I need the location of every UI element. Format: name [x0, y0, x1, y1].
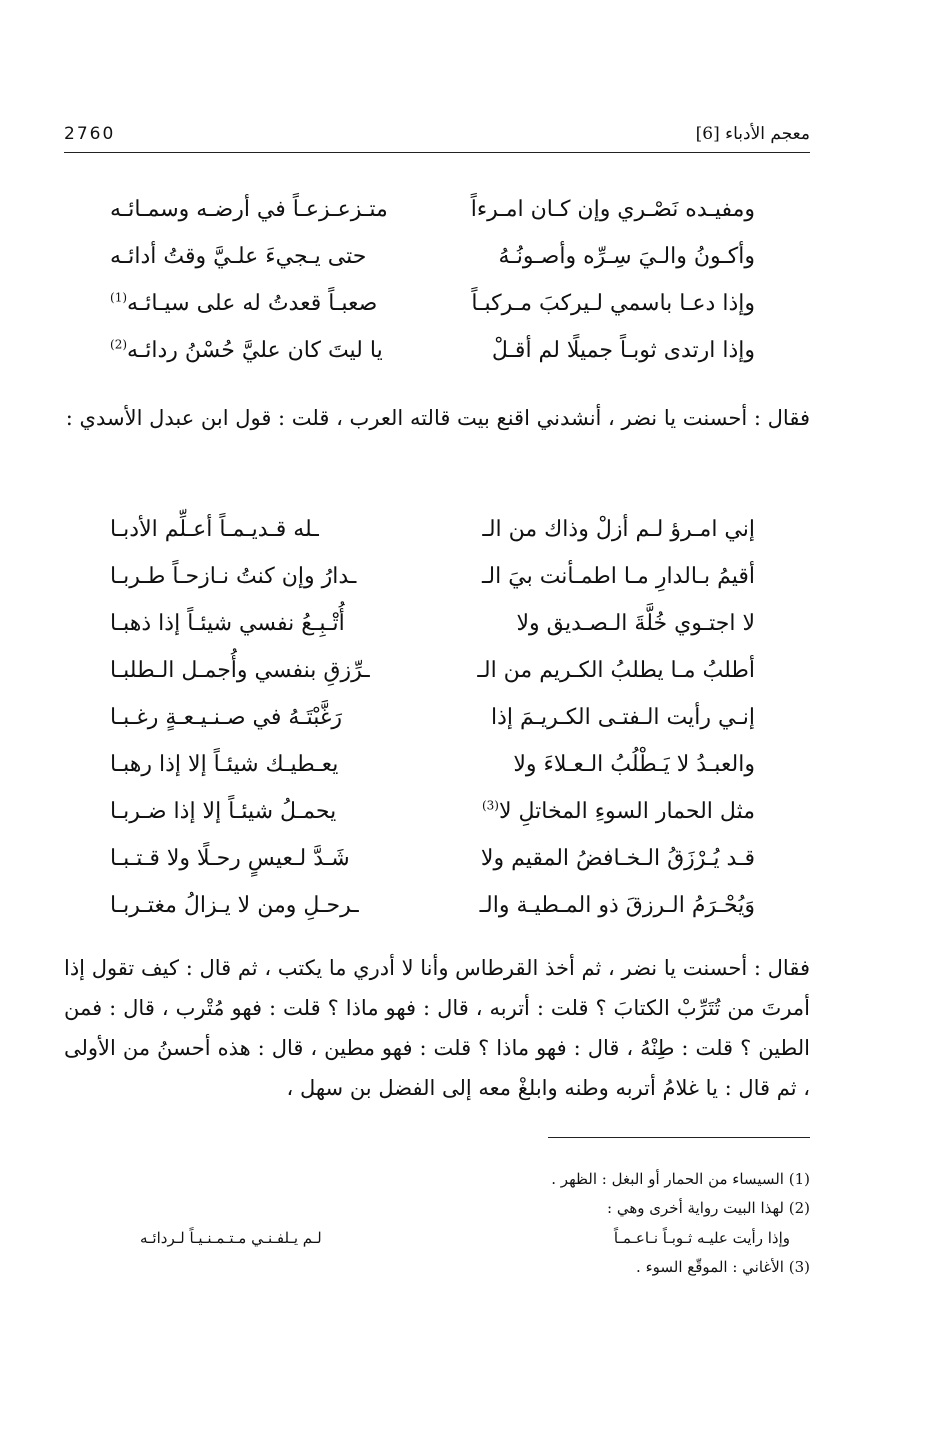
- verse: [110, 506, 755, 553]
- verse-second-hemistich: شَـدَّ لـعيسٍ رحـلًا ولا قـتـبـا: [110, 846, 350, 871]
- paragraph-text: فقال : أحسنت يا نضر ، ثم أخذ القرطاس وأنا لا أدري ما يكتب ، ثم قال : كيف تقول إذا أمرتَ من تُتَرِّبْ الكتابَ ؟ قلت : أتربه ، قال : فهو ماذا ؟ قلت : فهو مُتْرب ، قال : فمن الطين ؟ قلت : طِنْهُ ، قال : فهو ماذا ؟ قلت : فهو مطين ، قال : هذه أحسنُ من الأولى ، ثم قال : يا غلامُ أتربه وطنه وابلغْ معه إلى الفضل بن سهل ،: [64, 956, 810, 1100]
- verse: [110, 882, 755, 929]
- verse: [110, 835, 755, 882]
- footnotes: [140, 1165, 810, 1282]
- verse-second-hemistich: [110, 280, 377, 327]
- hemistich-text: مثل الحمار السوءِ المخاتلِ لا: [498, 799, 755, 824]
- verse: [110, 327, 755, 374]
- verse-first-hemistich: [482, 788, 755, 835]
- verse: [110, 600, 755, 647]
- verse-first-hemistich: إني امـرؤ لـم أزلْ وذاك من الـ: [482, 517, 755, 542]
- verse-first-hemistich: لا اجتـوي خُلَّةَ الـصـديق ولا: [516, 611, 755, 636]
- verse-second-hemistich: متـزعـزعـاً في أرضـه وسمـائـه: [110, 197, 388, 222]
- hemistich-text: يا ليتَ كان عليَّ حُسْنُ ردائـه: [127, 338, 383, 363]
- verse: [110, 233, 755, 280]
- paragraph-text: فقال : أحسنت يا نضر ، أنشدني اقنع بيت قالته العرب ، قلت : قول ابن عبدل الأسدي :: [65, 406, 810, 430]
- page-number: 2760: [64, 124, 116, 144]
- verse-second-hemistich: ـله قـديـمـاً أعـلِّم الأدبـا: [110, 517, 319, 542]
- verse-first-hemistich: قـد يُـرْزَقُ الـخـافضُ المقيم ولا: [480, 846, 755, 871]
- verse-first-hemistich: أطلبُ مـا يطلبُ الكـريم من الـ: [477, 658, 755, 683]
- verse-first-hemistich: وَيُحْـرَمُ الـرزقَ ذو المـطيـة والـ: [479, 893, 755, 918]
- verse: [110, 788, 755, 835]
- verse: [110, 647, 755, 694]
- footnote-rule: [548, 1137, 810, 1138]
- verse-first-hemistich: وإذا ارتدى ثوبـاً جميلًا لم أقـلْ: [491, 338, 755, 363]
- footnote-2-verse: [140, 1223, 790, 1253]
- verse-first-hemistich: وإذا رأيت عليـه ثـوبـاً نـاعـمـاً: [613, 1229, 790, 1247]
- verse-second-hemistich: أُتْـبِـعُ نفسي شيئـاً إذا ذهبـا: [110, 611, 345, 636]
- footnote-2: (2) لهذا البيت رواية أخرى وهي :: [607, 1199, 810, 1217]
- verse-second-hemistich: رَغَّبْتَـهُ في صـنـيـعـةٍ رغـبـا: [110, 705, 342, 730]
- verse-second-hemistich: لـم يـلفـنـي مـتـمـنـيـاً لـردائـه: [140, 1229, 322, 1247]
- verse-first-hemistich: ومفيـده نَصْـري وإن كـان امـرءاً: [470, 197, 755, 222]
- verse-second-hemistich: ـرِّزقِ بنفسي وأُجمـل الـطلبـا: [110, 658, 370, 683]
- verse-second-hemistich: ـدارُ وإن كنتُ نـازحـاً طـربـا: [110, 564, 357, 589]
- verse-second-hemistich: حتى يـجيءَ علـيَّ وقتُ أدائـه: [110, 244, 367, 269]
- verse-second-hemistich: ـرحـلِ ومن لا يـزالُ مغتـربـا: [110, 893, 359, 918]
- verse-second-hemistich: يحمـلُ شيئـاً إلا إذا ضـربـا: [110, 799, 337, 824]
- poem-first: [110, 186, 755, 374]
- book-title: معجم الأدباء [6]: [695, 124, 810, 144]
- hemistich-text: صعبـاً قعدتُ له على سيـائـه: [127, 291, 378, 316]
- verse: [110, 280, 755, 327]
- page-header: [64, 124, 810, 154]
- header-rule: [64, 152, 810, 153]
- verse: [110, 553, 755, 600]
- poem-second: [110, 506, 755, 929]
- footnote-3: (3) الأغاني : الموقّع السوء .: [636, 1258, 810, 1276]
- footnote-marker: (1): [110, 290, 128, 305]
- footnote-marker: (2): [110, 337, 128, 352]
- verse: [110, 694, 755, 741]
- footnote-marker: (3): [481, 798, 499, 813]
- verse: [110, 741, 755, 788]
- verse-first-hemistich: وإذا دعـا باسمي لـيركبَ مـركبـاً: [471, 291, 755, 316]
- verse-first-hemistich: والعبـدُ لا يَـطْلُبُ الـعـلاءَ ولا: [513, 752, 755, 777]
- verse-first-hemistich: أقيمُ بـالدارِ مـا اطمـأنت بيَ الـ: [481, 564, 755, 589]
- verse-first-hemistich: وأكـونُ والـيَ سِـرِّه وأصـونُـهُ: [498, 244, 755, 269]
- verse-first-hemistich: إنـي رأيت الـفتـى الكـريـمَ إذا: [490, 705, 755, 730]
- prose-paragraph-first: [64, 398, 810, 438]
- verse: [110, 186, 755, 233]
- verse-second-hemistich: [110, 327, 383, 374]
- verse-second-hemistich: يعـطيـك شيئـاً إلا إذا رهبـا: [110, 752, 339, 777]
- footnote-1: (1) السيساء من الحمار أو البغل : الظهر .: [551, 1170, 810, 1188]
- prose-paragraph-second: [64, 948, 810, 1108]
